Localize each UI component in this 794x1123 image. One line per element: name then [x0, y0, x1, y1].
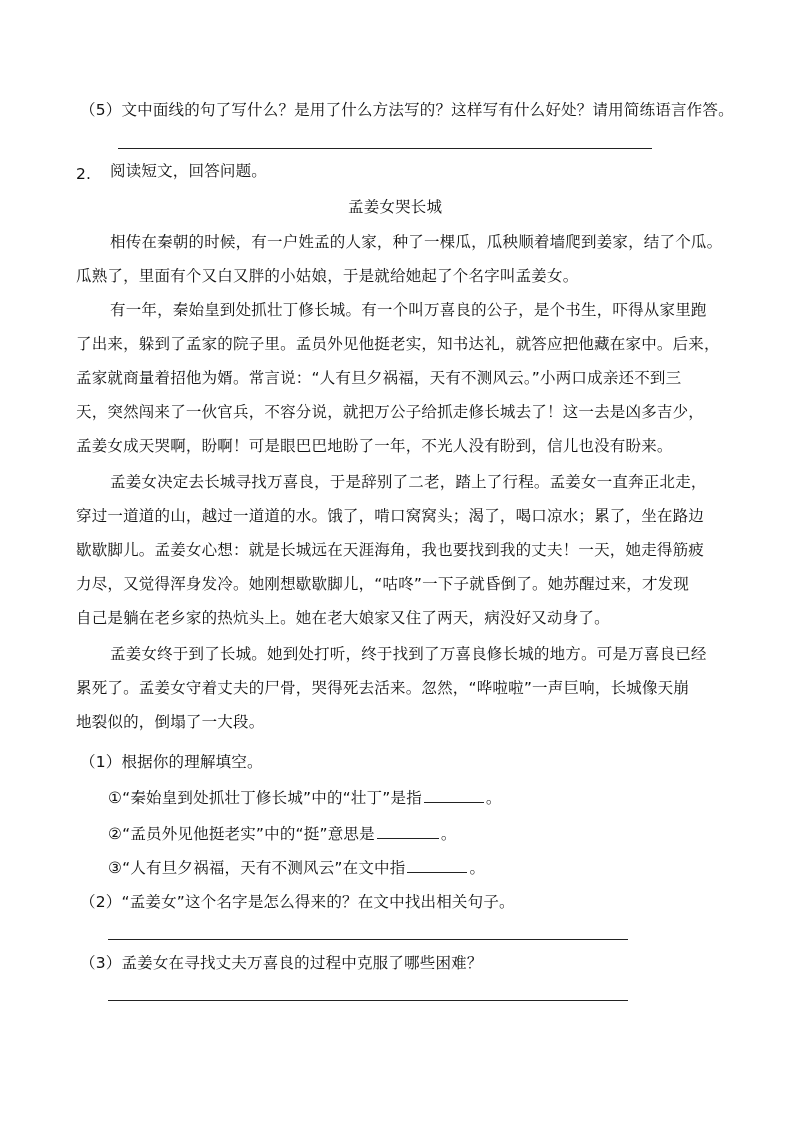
- fill-blank-text: ③“人有旦夕祸福，天有不测风云”在文中指: [108, 859, 406, 877]
- passage-line: 有一年，秦始皇到处抓壮丁修长城。有一个叫万喜良的公子，是个书生，吓得从家里跑: [110, 301, 707, 319]
- passage-line: 了出来，躲到了孟家的院子里。孟员外见他挺老实，知书达礼，就答应把他藏在家中。后来，: [76, 335, 720, 353]
- answer-line-q5: [118, 148, 652, 149]
- passage-line: 累死了。孟姜女守着丈夫的尸骨，哭得死去活来。忽然，“哗啦啦”一声巨响，长城像天崩: [76, 679, 690, 697]
- passage-line: 孟姜女成天哭啊，盼啊！可是眼巴巴地盼了一年，不光人没有盼到，信儿也没有盼来。: [76, 437, 673, 455]
- passage-line: 孟姜女终于到了长城。她到处打听，终于找到了万喜良修长城的地方。可是万喜良已经: [110, 645, 707, 663]
- passage-line: 瓜熟了，里面有个又白又胖的小姑娘，于是就给她起了个名字叫孟姜女。: [76, 267, 579, 285]
- passage-line: 地裂似的，倒塌了一大段。: [76, 713, 265, 731]
- fill-blank-item-3: [108, 856, 485, 878]
- passage-line: 力尽，又觉得浑身发冷。她刚想歇歇脚儿，“咕咚”一下子就昏倒了。她苏醒过来，才发现: [76, 575, 690, 593]
- passage-line: 孟姜女决定去长城寻找万喜良，于是辞别了二老，踏上了行程。孟姜女一直奔正北走，: [110, 473, 707, 491]
- fill-blank-end: 。: [440, 825, 457, 843]
- answer-line-sub2: [108, 939, 628, 940]
- answer-line-sub3: [108, 1000, 628, 1001]
- sub-question-3: （3）孟姜女在寻找丈夫万喜良的过程中克服了哪些困难？: [80, 954, 483, 972]
- passage-line: 自己是躺在老乡家的热炕头上。她在老大娘家又住了两天，病没好又动身了。: [76, 609, 610, 627]
- passage-line: 歇歇脚儿。孟姜女心想：就是长城远在天涯海角，我也要找到我的丈夫！一天，她走得筋疲: [76, 541, 705, 559]
- fill-blank-end: 。: [485, 789, 502, 807]
- fill-blank-text: ①“秦始皇到处抓壮丁修长城”中的“壮丁”是指: [108, 789, 422, 807]
- fill-blank-item-2: [108, 822, 457, 844]
- passage-line: 孟家就商量着招他为婿。常言说：“人有旦夕祸福，天有不测风云。”小两口成亲还不到三: [76, 369, 682, 387]
- fill-blank-item-1: [108, 786, 502, 808]
- question-2-instruction: 阅读短文，回答问题。: [110, 162, 268, 180]
- passage-title: 孟姜女哭长城: [348, 198, 443, 216]
- fill-blank-line[interactable]: [407, 856, 467, 873]
- fill-blank-text: ②“孟员外见他挺老实”中的“挺”意思是: [108, 825, 375, 843]
- passage-line: 相传在秦朝的时候，有一户姓孟的人家，种了一棵瓜，瓜秧顺着墙爬到姜家，结了个瓜。: [110, 233, 723, 251]
- passage-line: 天，突然闯来了一伙官兵，不容分说，就把万公子给抓走修长城去了！这一去是凶多吉少，: [76, 403, 705, 421]
- passage-line: 穿过一道道的山，越过一道道的水。饿了，啃口窝窝头；渴了，喝口凉水；累了，坐在路边: [76, 507, 705, 525]
- sub-question-1: （1）根据你的理解填空。: [80, 753, 263, 771]
- fill-blank-line[interactable]: [424, 786, 484, 803]
- fill-blank-end: 。: [469, 859, 486, 877]
- fill-blank-line[interactable]: [377, 822, 439, 839]
- question-2-number: 2.: [76, 165, 92, 183]
- question-5: （5）文中面线的句了写什么？是用了什么方法写的？这样写有什么好处？请用简练语言作答。: [80, 101, 734, 119]
- sub-question-2: （2）“孟姜女”这个名字是怎么得来的？在文中找出相关句子。: [80, 893, 515, 911]
